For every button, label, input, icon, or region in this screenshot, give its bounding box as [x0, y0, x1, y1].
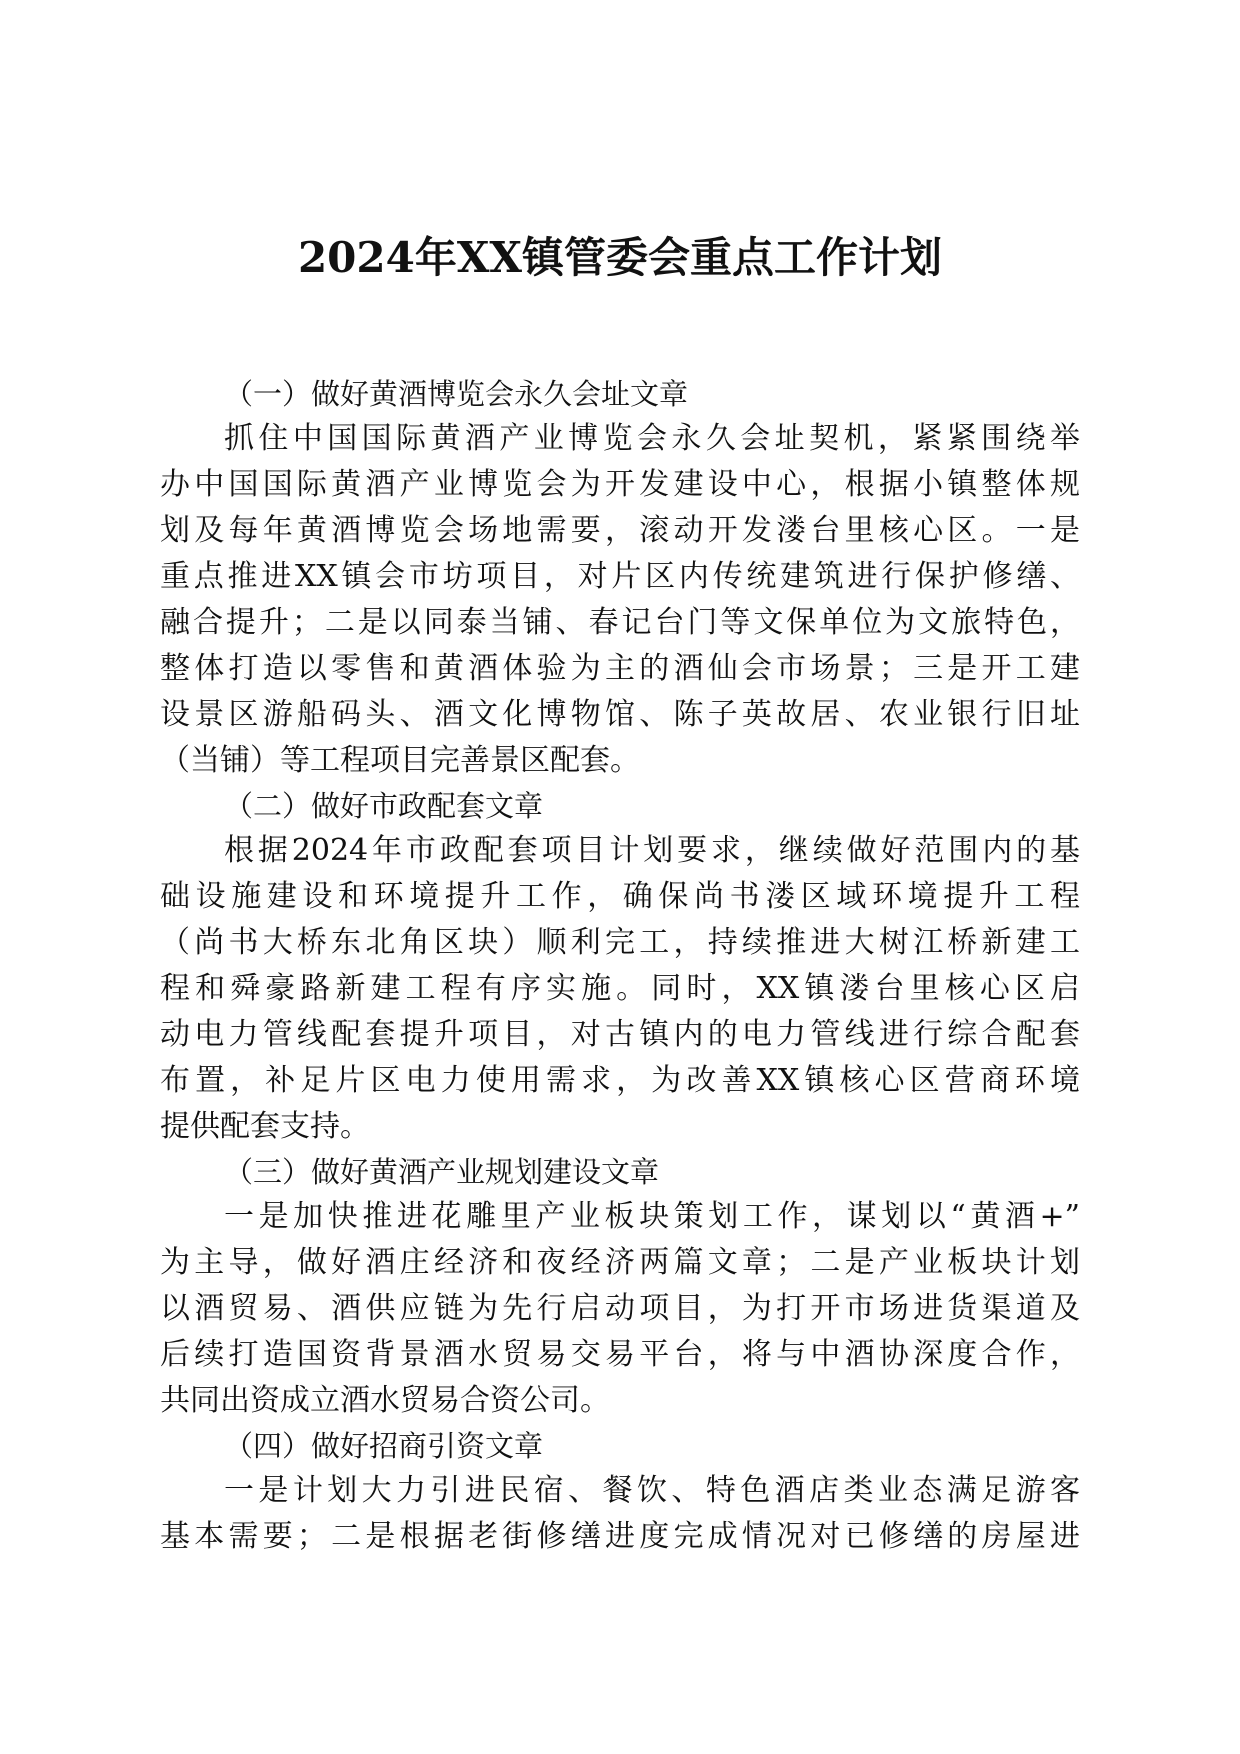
paragraph-line: （尚书大桥东北角区块）顺利完工，持续推进大树江桥新建工	[160, 925, 1080, 960]
paragraph-line: 融合提升；二是以同泰当铺、春记台门等文保单位为文旅特色，	[160, 605, 1080, 640]
paragraph-line: 布置，补足片区电力使用需求，为改善XX镇核心区营商环境	[160, 1063, 1080, 1098]
paragraph-line: 为主导，做好酒庄经济和夜经济两篇文章；二是产业板块计划	[160, 1245, 1080, 1280]
paragraph-line: 一是计划大力引进民宿、餐饮、特色酒店类业态满足游客	[224, 1473, 1080, 1508]
paragraph-line: 办中国国际黄酒产业博览会为开发建设中心，根据小镇整体规	[160, 467, 1080, 502]
paragraph-line: 动电力管线配套提升项目，对古镇内的电力管线进行综合配套	[160, 1017, 1080, 1052]
paragraph-line: 后续打造国资背景酒水贸易交易平台，将与中酒协深度合作，	[160, 1337, 1080, 1372]
section-heading-1: （一）做好黄酒博览会永久会址文章	[224, 377, 689, 411]
paragraph-line: 基本需要；二是根据老街修缮进度完成情况对已修缮的房屋进	[160, 1519, 1080, 1554]
document-title: 2024年XX镇管委会重点工作计划	[297, 233, 943, 282]
paragraph-line: 重点推进XX镇会市坊项目，对片区内传统建筑进行保护修缮、	[160, 559, 1080, 594]
section-heading-4: （四）做好招商引资文章	[224, 1429, 544, 1463]
document-body	[160, 372, 1080, 1560]
paragraph-line: （当铺）等工程项目完善景区配套。	[160, 743, 640, 778]
section-heading-3: （三）做好黄酒产业规划建设文章	[224, 1155, 660, 1189]
paragraph-line: 一是加快推进花雕里产业板块策划工作，谋划以“黄酒+”	[224, 1199, 1080, 1234]
paragraph-line: 设景区游船码头、酒文化博物馆、陈子英故居、农业银行旧址	[160, 697, 1080, 732]
paragraph-line: 程和舜豪路新建工程有序实施。同时，XX镇溇台里核心区启	[160, 971, 1080, 1006]
paragraph-line: 根据2024年市政配套项目计划要求，继续做好范围内的基	[224, 833, 1080, 868]
paragraph-line: 共同出资成立酒水贸易合资公司。	[160, 1383, 610, 1418]
paragraph-line: 础设施建设和环境提升工作，确保尚书溇区域环境提升工程	[160, 879, 1080, 914]
paragraph-line: 整体打造以零售和黄酒体验为主的酒仙会市场景；三是开工建	[160, 651, 1080, 686]
paragraph-line: 抓住中国国际黄酒产业博览会永久会址契机，紧紧围绕举	[224, 421, 1080, 456]
paragraph-line: 提供配套支持。	[160, 1109, 370, 1144]
paragraph-line: 以酒贸易、酒供应链为先行启动项目，为打开市场进货渠道及	[160, 1291, 1080, 1326]
paragraph-line: 划及每年黄酒博览会场地需要，滚动开发溇台里核心区。一是	[160, 513, 1080, 548]
section-heading-2: （二）做好市政配套文章	[224, 789, 544, 823]
